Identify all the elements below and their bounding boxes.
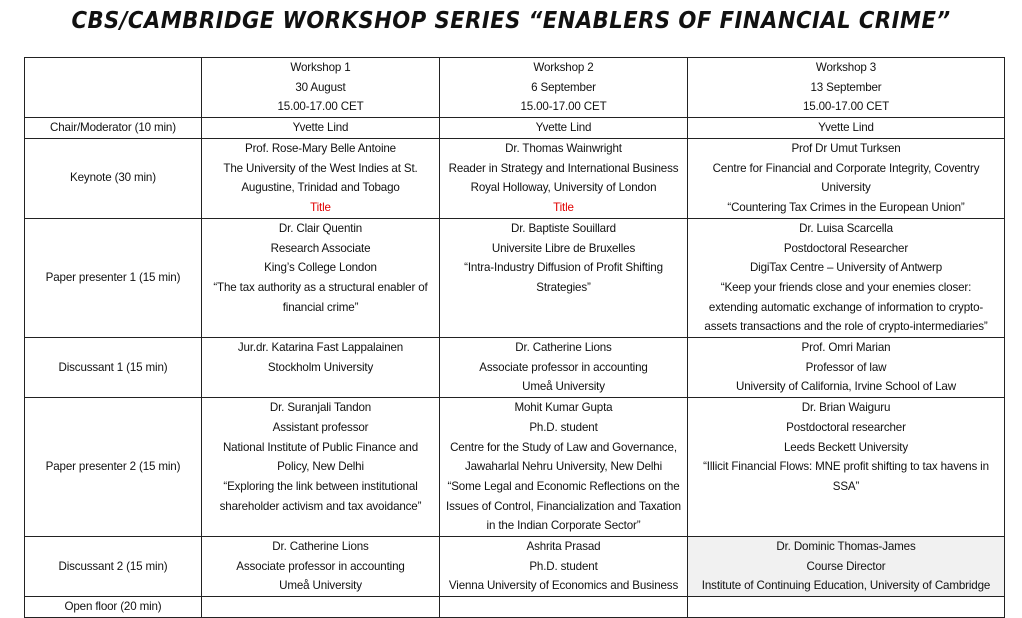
cell-line: Yvette Lind	[818, 121, 874, 135]
workshop-2-cell	[440, 338, 688, 398]
workshop-name: Workshop 3	[815, 61, 877, 74]
cell-line: Leeds Beckett University	[784, 440, 908, 454]
workshop-1-cell	[202, 118, 440, 139]
workshop-date: 13 September	[810, 80, 882, 94]
workshop-3-cell	[688, 138, 1005, 218]
workshop-2-cell	[440, 537, 688, 597]
cell-line: Prof. Omri Marian	[801, 341, 891, 355]
workshop-2-cell	[440, 218, 688, 337]
cell-line: King’s College London	[264, 261, 377, 275]
workshop-3-cell	[688, 597, 1005, 618]
cell-line: University of California, Irvine School of Law	[736, 380, 956, 394]
cell-line: Prof Dr Umut Turksen	[791, 141, 901, 155]
cell-line: “Keep your friends close and your enemies closer:	[720, 280, 972, 294]
cell-line: Dr. Baptiste Souillard	[511, 221, 616, 235]
cell-line: Research Associate	[270, 241, 371, 255]
cell-line: DigiTax Centre – University of Antwerp	[749, 261, 943, 275]
workshop-date: 30 August	[295, 80, 346, 94]
cell-line: Prof. Rose-Mary Belle Antoine	[245, 141, 396, 155]
workshop-schedule-table	[24, 57, 1005, 618]
cell-line: Course Director	[806, 559, 886, 573]
header-empty-cell	[25, 58, 202, 118]
workshop-name: Workshop 1	[290, 61, 351, 74]
row-presenter1	[25, 218, 1005, 337]
cell-line: “Exploring the link between institutional	[223, 479, 418, 493]
cell-line: Jawaharlal Nehru University, New Delhi	[464, 460, 663, 474]
cell-line: Assistant professor	[272, 420, 369, 434]
cell-line: Dr. Luisa Scarcella	[799, 221, 893, 235]
workshop-1-cell	[202, 338, 440, 398]
workshop-3-cell	[688, 338, 1005, 398]
cell-line: Augustine, Trinidad and Tobago	[241, 181, 400, 195]
cell-line: “Illicit Financial Flows: MNE profit shifting to tax havens in	[703, 460, 989, 474]
row-label: Paper presenter 1 (15 min)	[25, 218, 202, 337]
row-presenter2	[25, 398, 1005, 537]
cell-line: Umeå University	[279, 579, 362, 593]
row-chair	[25, 118, 1005, 139]
cell-line: Mohit Kumar Gupta	[514, 401, 613, 415]
workshop-3-cell	[688, 218, 1005, 337]
workshop-name: Workshop 2	[533, 61, 594, 74]
cell-line: Dr. Catherine Lions	[515, 341, 612, 355]
cell-line: Stockholm University	[267, 360, 374, 374]
cell-line: Associate professor in accounting	[479, 360, 648, 374]
cell-line: “The tax authority as a structural enabler of	[213, 280, 428, 294]
cell-line: Associate professor in accounting	[236, 559, 405, 573]
workshop-1-header	[202, 58, 440, 118]
workshop-2-cell	[440, 597, 688, 618]
cell-line: “Some Legal and Economic Reflections on the	[447, 479, 680, 493]
workshop-1-cell	[202, 398, 440, 537]
workshop-2-cell	[440, 118, 688, 139]
cell-line: Dr. Brian Waiguru	[801, 401, 891, 415]
cell-line: Centre for Financial and Corporate Integrity, Coventry	[712, 161, 980, 175]
workshop-date: 6 September	[531, 80, 596, 94]
cell-line: Postdoctoral Researcher	[783, 241, 909, 255]
cell-line: Jur.dr. Katarina Fast Lappalainen	[237, 341, 404, 355]
workshop-time: 15.00-17.00 CET	[277, 100, 364, 114]
cell-line: University	[821, 181, 871, 195]
row-label: Keynote (30 min)	[25, 138, 202, 218]
cell-line: “Intra-Industry Diffusion of Profit Shifting	[464, 261, 663, 275]
cell-line: Dr. Suranjali Tandon	[269, 401, 372, 415]
workshop-1-cell	[202, 138, 440, 218]
cell-line: financial crime”	[282, 300, 359, 314]
cell-line: Title	[553, 200, 574, 214]
cell-line: shareholder activism and tax avoidance”	[219, 499, 422, 513]
cell-line: Issues of Control, Financialization and Taxation	[446, 499, 681, 513]
cell-line: Yvette Lind	[292, 121, 349, 135]
row-label: Discussant 2 (15 min)	[25, 537, 202, 597]
cell-line: The University of the West Indies at St.	[223, 161, 418, 175]
row-label: Paper presenter 2 (15 min)	[25, 398, 202, 537]
cell-line: Yvette Lind	[535, 121, 592, 135]
workshop-2-header	[440, 58, 688, 118]
cell-line: Reader in Strategy and International Business	[448, 161, 679, 175]
row-label: Discussant 1 (15 min)	[25, 338, 202, 398]
cell-line: Vienna University of Economics and Business	[448, 579, 679, 593]
cell-line: National Institute of Public Finance and	[222, 440, 419, 454]
cell-line: Dr. Thomas Wainwright	[505, 141, 622, 155]
workshop-3-cell	[688, 398, 1005, 537]
page-title: CBS/CAMBRIDGE WORKSHOP SERIES “ENABLERS OF FINANCIAL CRIME”	[71, 8, 951, 34]
row-open	[25, 597, 1005, 618]
cell-line: Royal Holloway, University of London	[470, 181, 657, 195]
row-label: Open floor (20 min)	[25, 597, 202, 618]
cell-line: Professor of law	[805, 360, 887, 374]
workshop-3-header	[688, 58, 1005, 118]
cell-line: Title	[310, 200, 331, 214]
cell-line: SSA”	[832, 479, 860, 493]
cell-line: Dr. Catherine Lions	[272, 540, 369, 554]
cell-line: Postdoctoral researcher	[786, 420, 906, 434]
cell-line: assets transactions and the role of crypto-intermediaries”	[704, 320, 988, 334]
cell-line: Institute of Continuing Education, University of Cambridge	[701, 579, 991, 593]
table-header-row	[25, 58, 1005, 118]
workshop-time: 15.00-17.00 CET	[802, 100, 890, 114]
cell-line: Centre for the Study of Law and Governance,	[450, 440, 677, 454]
cell-line: extending automatic exchange of information to crypto-	[708, 300, 984, 314]
workshop-1-cell	[202, 537, 440, 597]
workshop-time: 15.00-17.00 CET	[520, 100, 607, 114]
row-discussant2	[25, 537, 1005, 597]
row-keynote	[25, 138, 1005, 218]
workshop-3-cell	[688, 537, 1005, 597]
cell-line: Ashrita Prasad	[526, 540, 601, 554]
cell-line: Policy, New Delhi	[277, 460, 364, 474]
cell-line: Dr. Clair Quentin	[278, 221, 363, 235]
workshop-2-cell	[440, 398, 688, 537]
row-discussant1	[25, 338, 1005, 398]
workshop-3-cell	[688, 118, 1005, 139]
cell-line: in the Indian Corporate Sector”	[486, 519, 641, 533]
cell-line: Dr. Dominic Thomas-James	[776, 540, 916, 554]
cell-line: Universite Libre de Bruxelles	[491, 241, 636, 255]
cell-line: Umeå University	[522, 380, 605, 394]
cell-line: Ph.D. student	[529, 559, 598, 573]
cell-line: Ph.D. student	[529, 420, 598, 434]
workshop-1-cell	[202, 597, 440, 618]
cell-line: “Countering Tax Crimes in the European Union”	[727, 200, 965, 214]
row-label: Chair/Moderator (10 min)	[25, 118, 202, 139]
workshop-1-cell	[202, 218, 440, 337]
workshop-2-cell	[440, 138, 688, 218]
cell-line: Strategies”	[536, 280, 591, 294]
